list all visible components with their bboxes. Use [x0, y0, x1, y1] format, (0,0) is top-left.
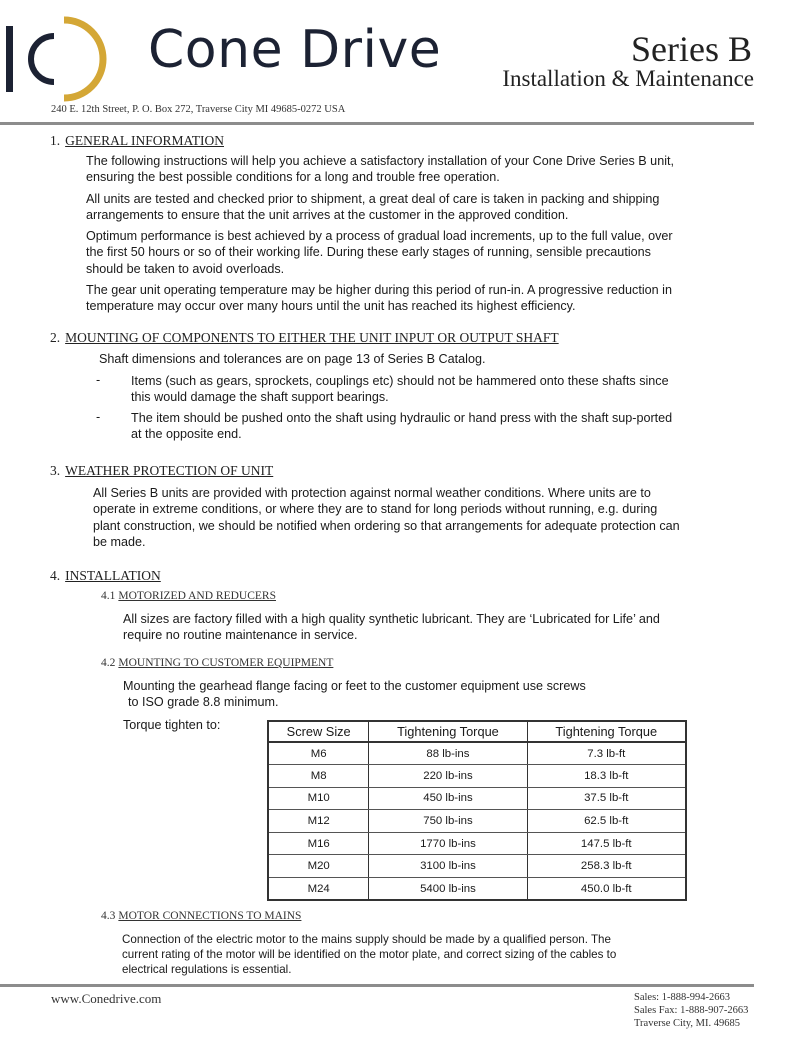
header-divider — [0, 122, 754, 125]
table-row — [268, 765, 686, 788]
section-2-bullet-1: Items (such as gears, sprockets, couplings etc) should not be hammered onto these shafts since this would damage the shaft support bearings. — [131, 374, 669, 405]
cone-drive-logo-icon — [6, 14, 116, 104]
table-cell: 7.3 lb-ft — [527, 742, 686, 765]
website-link[interactable]: www.Conedrive.com — [51, 991, 162, 1006]
section-4-heading — [50, 568, 161, 584]
table-row — [268, 742, 686, 765]
subsection-4-2-heading — [101, 657, 333, 669]
subsection-4-2-line-2: to ISO grade 8.8 minimum. — [128, 695, 279, 709]
section-2-bullet-2: The item should be pushed onto the shaft using hydraulic or hand press with the shaft sup-ported at the opposite end. — [131, 411, 673, 442]
table-cell: M8 — [268, 765, 369, 788]
section-3-number: 3. — [50, 463, 61, 478]
section-1-paragraph-2: All units are tested and checked prior to shipment, a great deal of care is taken in packing and shipping arrangements to ensure that the unit arrives at the customer in the approved condition. — [86, 192, 660, 223]
table-cell: M12 — [268, 810, 369, 833]
subsection-4-3-heading — [101, 910, 301, 922]
table-cell: M6 — [268, 742, 369, 765]
column-header-torque-lb-ins: Tightening Torque — [369, 721, 527, 742]
table-cell: 750 lb-ins — [369, 810, 527, 833]
section-1-title: GENERAL INFORMATION — [65, 133, 224, 148]
subsection-4-3-title: MOTOR CONNECTIONS TO MAINS — [118, 910, 302, 922]
subsection-4-1-number: 4.1 — [101, 590, 116, 602]
city-address: Traverse City, MI. 49685 — [634, 1018, 740, 1030]
section-2-number: 2. — [50, 330, 61, 345]
table-cell: 147.5 lb-ft — [527, 832, 686, 855]
table-row — [268, 855, 686, 878]
page-header — [0, 0, 808, 130]
series-title: Series B — [631, 29, 752, 69]
table-cell: 3100 lb-ins — [369, 855, 527, 878]
contact-block — [634, 991, 748, 1031]
subsection-4-1-text: All sizes are factory filled with a high quality synthetic lubricant. They are ‘Lubricated for Life’ and require no routine maintenance in service. — [123, 612, 660, 643]
section-1-number: 1. — [50, 133, 61, 148]
table-cell: 1770 lb-ins — [369, 832, 527, 855]
table-cell: M24 — [268, 878, 369, 901]
table-cell: 37.5 lb-ft — [527, 787, 686, 810]
subsection-4-2-line-1: Mounting the gearhead flange facing or feet to the customer equipment use screws — [123, 679, 586, 693]
footer-divider — [0, 984, 754, 987]
bullet-dash: - — [96, 373, 101, 387]
company-address: 240 E. 12th Street, P. O. Box 272, Traverse City MI 49685-0272 USA — [51, 104, 346, 115]
torque-table — [267, 720, 687, 901]
table-row — [268, 810, 686, 833]
document-subtitle: Installation & Maintenance — [502, 66, 754, 91]
section-2-title: MOUNTING OF COMPONENTS TO EITHER THE UNIT INPUT OR OUTPUT SHAFT — [65, 330, 559, 345]
subsection-4-1-title: MOTORIZED AND REDUCERS — [118, 590, 276, 602]
table-cell: 258.3 lb-ft — [527, 855, 686, 878]
table-cell: M10 — [268, 787, 369, 810]
table-header-row — [268, 721, 686, 742]
section-4-title: INSTALLATION — [65, 568, 161, 583]
sales-phone: Sales: 1-888-994-2663 — [634, 992, 730, 1003]
section-3-title: WEATHER PROTECTION OF UNIT — [65, 463, 274, 478]
section-1-heading — [50, 133, 224, 149]
bullet-dash: - — [96, 410, 101, 424]
subsection-4-1-heading — [101, 590, 276, 602]
table-cell: 450.0 lb-ft — [527, 878, 686, 901]
table-cell: 88 lb-ins — [369, 742, 527, 765]
table-cell: 450 lb-ins — [369, 787, 527, 810]
section-3-heading — [50, 463, 273, 479]
table-cell: 5400 lb-ins — [369, 878, 527, 901]
torque-label: Torque tighten to: — [123, 718, 221, 732]
table-cell: M16 — [268, 832, 369, 855]
table-row — [268, 787, 686, 810]
column-header-torque-lb-ft: Tightening Torque — [527, 721, 686, 742]
brand-name: Cone Drive — [148, 20, 442, 80]
section-2-intro: Shaft dimensions and tolerances are on page 13 of Series B Catalog. — [99, 352, 486, 366]
table-cell: 220 lb-ins — [369, 765, 527, 788]
table-cell: 62.5 lb-ft — [527, 810, 686, 833]
section-2-heading — [50, 330, 559, 346]
table-row — [268, 832, 686, 855]
subsection-4-3-number: 4.3 — [101, 910, 116, 922]
table-row — [268, 878, 686, 901]
section-3-paragraph: All Series B units are provided with protection against normal weather conditions. Where units are to operate in extreme conditions, or where they are to stand for long periods without running, e.g. during plant construction, we should be notified when ordering so that arrangements for adequate protection can be made. — [93, 486, 680, 550]
sales-fax: Sales Fax: 1-888-907-2663 — [634, 1005, 749, 1017]
subsection-4-3-text: Connection of the electric motor to the mains supply should be made by a qualified person. The current rating of the motor will be identified on the motor plate, and correct sizing of the cables to electrical regulations is essential. — [122, 933, 617, 976]
section-1-paragraph-1: The following instructions will help you achieve a satisfactory installation of your Cone Drive Series B unit, ensuring the best possible conditions for a long and trouble free operation. — [86, 154, 674, 185]
section-4-number: 4. — [50, 568, 61, 583]
table-cell: 18.3 lb-ft — [527, 765, 686, 788]
section-1-paragraph-4: The gear unit operating temperature may be higher during this period of run-in. A progressive reduction in temperature may occur over many hours until the unit has reached its highest efficiency. — [86, 283, 672, 314]
subsection-4-2-number: 4.2 — [101, 657, 116, 669]
column-header-screw-size: Screw Size — [268, 721, 369, 742]
table-cell: M20 — [268, 855, 369, 878]
subsection-4-2-title: MOUNTING TO CUSTOMER EQUIPMENT — [118, 657, 334, 669]
section-1-paragraph-3: Optimum performance is best achieved by a process of gradual load increments, up to the full value, over the first 50 hours or so of their working life. During these early stages of running, sensible precautions should be taken to avoid overloads. — [86, 229, 673, 276]
